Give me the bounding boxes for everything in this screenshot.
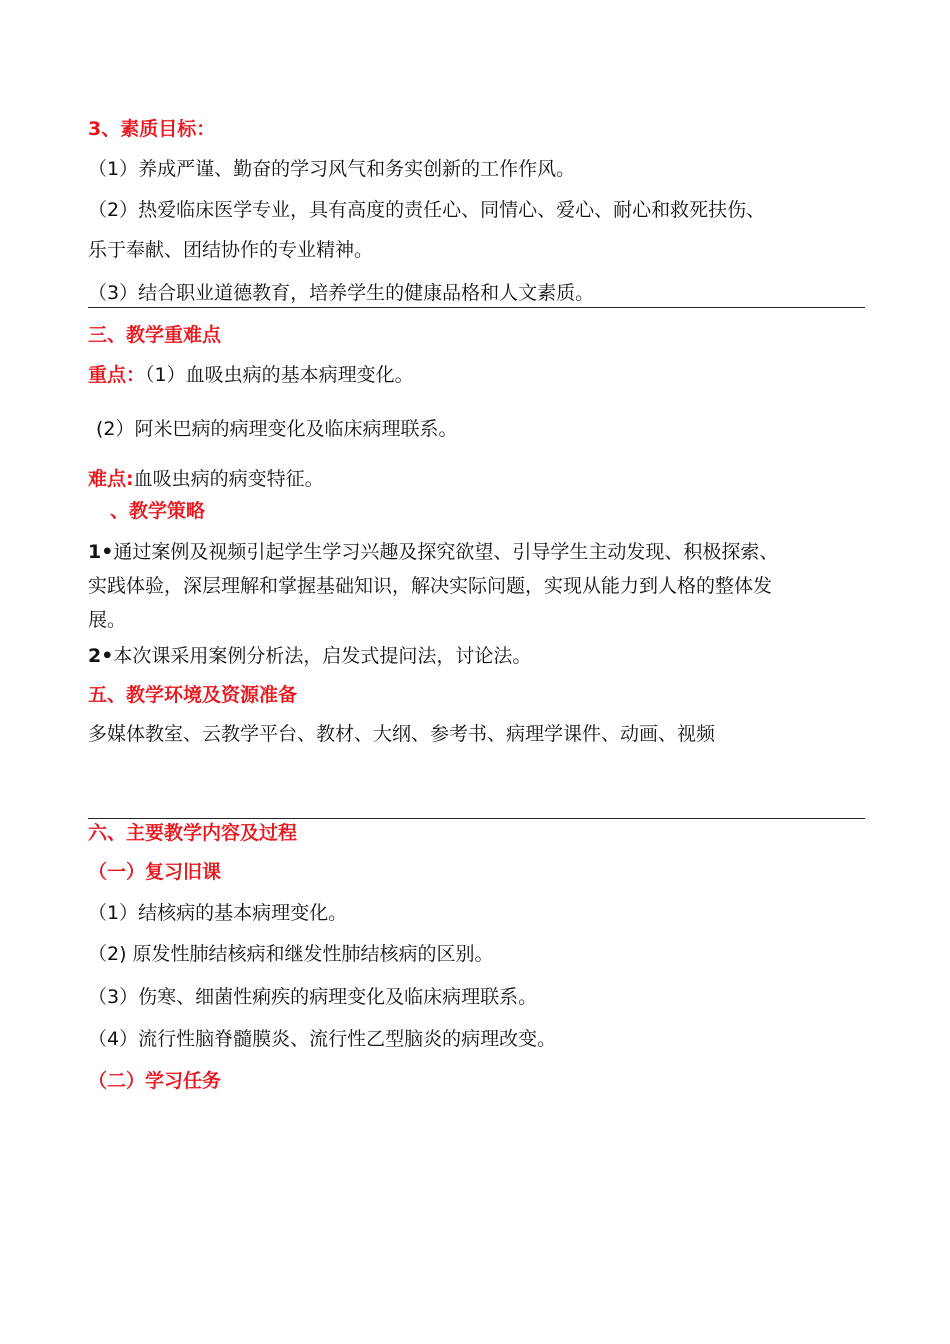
strategy-item-1	[88, 539, 778, 565]
review-item-1: （1）结核病的基本病理变化。	[88, 902, 348, 924]
strategy-text-2: 本次课采用案例分析法，启发式提问法，讨论法。	[113, 645, 532, 667]
environment-heading: 五、教学环境及资源准备	[88, 684, 298, 706]
key-point-row-1	[88, 362, 414, 388]
key-point-1: （1）血吸虫病的基本病理变化。	[145, 364, 414, 386]
difficult-label: 难点:	[88, 468, 134, 490]
quality-goal-item-1: （1）养成严谨、勤奋的学习风气和务实创新的工作作风。	[88, 158, 576, 180]
review-item-4: （4）流行性脑脊髓膜炎、流行性乙型脑炎的病理改变。	[88, 1028, 557, 1050]
quality-goal-item-2: （2）热爱临床医学专业，具有高度的责任心、同情心、爱心、耐心和救死扶伤、	[88, 199, 766, 221]
strategy-text-1: 通过案例及视频引起学生学习兴趣及探究欲望、引导学生主动发现、积极探索、	[113, 541, 779, 563]
strategy-heading: 、教学策略	[110, 500, 206, 522]
strategy-num-1: 1•	[88, 541, 114, 563]
quality-goal-item-3: （3）结合职业道德教育，培养学生的健康品格和人文素质。	[88, 282, 595, 304]
key-points-heading: 三、教学重难点	[88, 324, 222, 346]
strategy-item-1-cont: 实践体验，深层理解和掌握基础知识，解决实际问题，实现从能力到人格的整体发	[88, 575, 773, 597]
divider-2	[88, 818, 865, 819]
task-heading: （二）学习任务	[88, 1070, 222, 1092]
difficult-text: 血吸虫病的病变特征。	[133, 468, 324, 490]
strategy-num-2: 2•	[88, 645, 114, 667]
key-point-2: (2）阿米巴病的病理变化及临床病理联系。	[96, 418, 458, 440]
review-item-2: （2) 原发性肺结核病和继发性肺结核病的区别。	[88, 943, 494, 965]
strategy-item-2	[88, 643, 531, 669]
quality-goal-item-2-cont: 乐于奉献、团结协作的专业精神。	[88, 239, 374, 261]
difficult-row	[88, 466, 324, 492]
divider-1	[88, 307, 865, 308]
review-item-3: （3）伤寒、细菌性痢疾的病理变化及临床病理联系。	[88, 986, 538, 1008]
strategy-item-1-end: 展。	[88, 609, 127, 631]
content-heading: 六、主要教学内容及过程	[88, 822, 298, 844]
key-label: 重点：	[88, 364, 146, 386]
quality-goal-heading: 3、素质目标：	[88, 118, 216, 140]
environment-text: 多媒体教室、云教学平台、教材、大纲、参考书、病理学课件、动画、视频	[88, 723, 716, 745]
review-heading: （一）复习旧课	[88, 861, 222, 883]
